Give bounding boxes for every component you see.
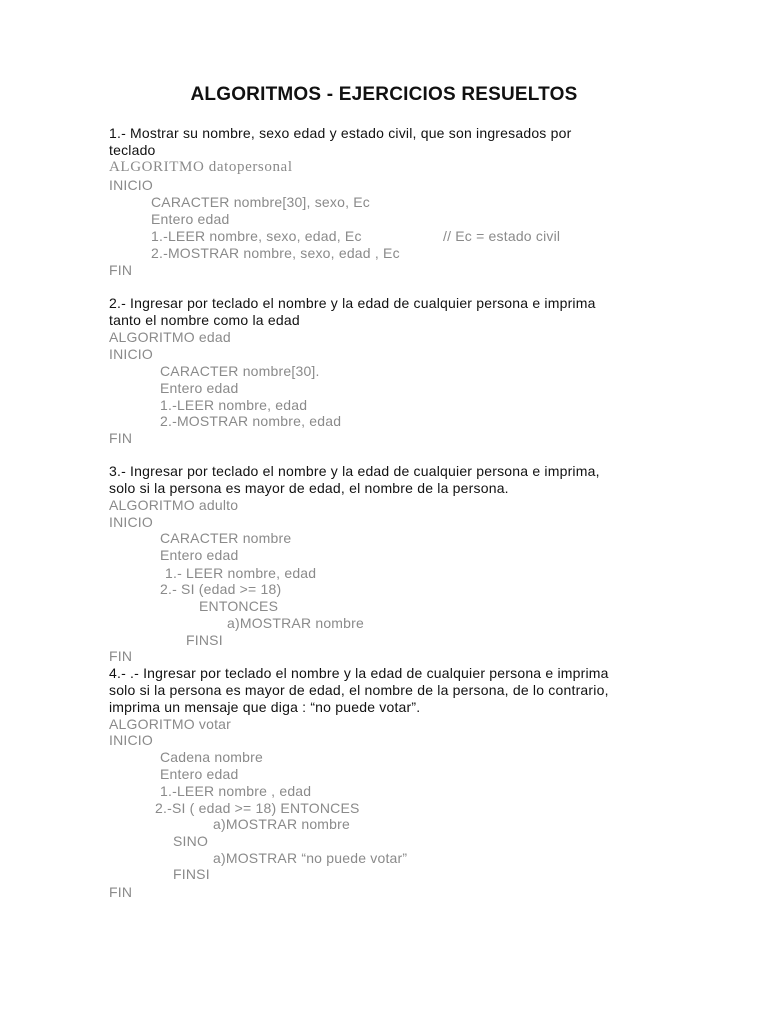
ex3-decl-caracter: CARACTER nombre — [160, 530, 292, 546]
ex3-step-mostrar: a)MOSTRAR nombre — [227, 615, 365, 631]
ex2-step-leer: 1.-LEER nombre, edad — [160, 397, 308, 413]
ex3-prompt-line-1: 3.- Ingresar por teclado el nombre y la edad de cualquier persona e imprima, — [109, 463, 600, 479]
ex4-decl-entero: Entero edad — [160, 766, 239, 782]
ex4-sino: SINO — [173, 833, 209, 849]
ex1-prompt-line-2: teclado — [109, 142, 156, 158]
ex2-prompt-line-1: 2.- Ingresar por teclado el nombre y la edad de cualquier persona e imprima — [109, 295, 596, 311]
ex1-algorithm-name: ALGORITMO datopersonal — [109, 159, 293, 175]
ex4-algorithm-name: ALGORITMO votar — [109, 716, 232, 732]
ex2-prompt-line-2: tanto el nombre como la edad — [109, 312, 300, 328]
ex3-step-leer: 1.- LEER nombre, edad — [165, 565, 317, 581]
ex4-prompt-line-2: solo si la persona es mayor de edad, el nombre de la persona, de lo contrario, — [109, 682, 609, 698]
ex3-inicio: INICIO — [109, 514, 153, 530]
ex4-step-mostrar-nombre: a)MOSTRAR nombre — [213, 816, 351, 832]
ex1-decl-entero: Entero edad — [151, 211, 230, 227]
ex3-entonces: ENTONCES — [199, 598, 279, 614]
ex1-prompt-line-1: 1.- Mostrar su nombre, sexo edad y estado civil, que son ingresados por — [109, 125, 572, 141]
ex3-algorithm-name: ALGORITMO adulto — [109, 497, 239, 513]
ex1-comment: // Ec = estado civil — [443, 228, 561, 244]
ex1-decl-caracter: CARACTER nombre[30], sexo, Ec — [151, 194, 370, 210]
ex3-decl-entero: Entero edad — [160, 547, 239, 563]
ex4-prompt-line-1: 4.- .- Ingresar por teclado el nombre y la edad de cualquier persona e imprima — [109, 665, 609, 681]
ex1-fin: FIN — [109, 262, 133, 278]
ex1-inicio: INICIO — [109, 177, 153, 193]
ex1-step-leer: 1.-LEER nombre, sexo, edad, Ec — [151, 228, 362, 244]
ex4-step-mostrar-mensaje: a)MOSTRAR “no puede votar” — [213, 850, 408, 866]
ex2-decl-caracter: CARACTER nombre[30]. — [160, 363, 320, 379]
ex2-decl-entero: Entero edad — [160, 380, 239, 396]
page-title: ALGORITMOS - EJERCICIOS RESUELTOS — [190, 84, 578, 105]
ex2-fin: FIN — [109, 430, 133, 446]
ex2-algorithm-name: ALGORITMO edad — [109, 329, 231, 345]
ex2-inicio: INICIO — [109, 346, 153, 362]
ex4-inicio: INICIO — [109, 732, 153, 748]
ex4-finsi: FINSI — [173, 866, 210, 882]
ex1-step-mostrar: 2.-MOSTRAR nombre, sexo, edad , Ec — [151, 245, 400, 261]
ex4-step-leer: 1.-LEER nombre , edad — [160, 783, 312, 799]
ex4-fin: FIN — [109, 884, 133, 900]
ex3-finsi: FINSI — [186, 632, 223, 648]
ex2-step-mostrar: 2.-MOSTRAR nombre, edad — [160, 413, 342, 429]
ex3-prompt-line-2: solo si la persona es mayor de edad, el nombre de la persona. — [109, 480, 509, 496]
ex4-decl-cadena: Cadena nombre — [160, 749, 263, 765]
ex3-step-si: 2.- SI (edad >= 18) — [160, 581, 282, 597]
ex4-step-si: 2.-SI ( edad >= 18) ENTONCES — [155, 800, 360, 816]
ex3-fin: FIN — [109, 648, 133, 664]
ex4-prompt-line-3: imprima un mensaje que diga : “no puede votar”. — [109, 699, 421, 715]
